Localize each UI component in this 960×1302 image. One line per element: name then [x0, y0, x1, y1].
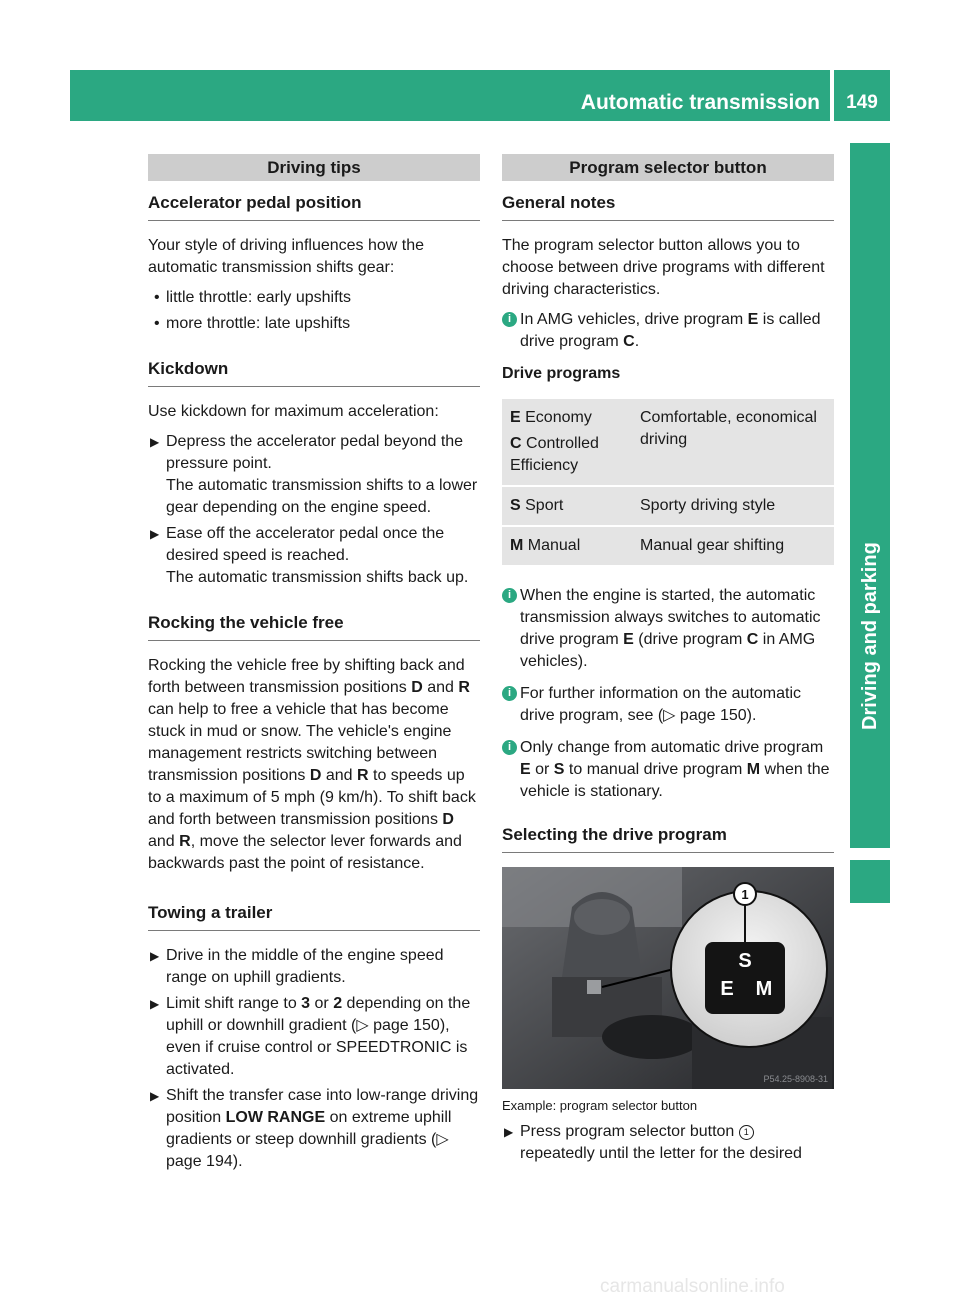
program-desc-cell: Comfortable, economical driving — [632, 399, 834, 485]
callout-ref-icon: 1 — [739, 1125, 754, 1140]
info-note: i When the engine is started, the automatic transmission always switches to automatic drive program E (drive program C in AMG vehicles). — [502, 585, 834, 673]
heading-accelerator: Accelerator pedal position — [148, 191, 480, 221]
bullet-item: • more throttle: late upshifts — [148, 313, 480, 335]
heading-rocking: Rocking the vehicle free — [148, 611, 480, 641]
button-letter-e: E — [720, 978, 734, 1000]
step-item — [148, 523, 480, 589]
heading-drive-programs: Drive programs — [502, 365, 621, 382]
chapter-side-tab — [850, 143, 890, 848]
step-item — [148, 945, 480, 989]
step-item: ▶ Limit shift range to 3 or 2 depending on the uphill or downhill gradient (▷ page 150), even if cruise control or SPEEDTRONIC is activated. — [150, 995, 471, 1078]
section-banner-program-selector: Program selector button — [502, 154, 834, 181]
page-ref-link[interactable]: page 150), even if cruise control or SPEEDTRONIC is activated. — [166, 1017, 468, 1078]
heading-general-notes: General notes — [502, 191, 834, 221]
section-banner-driving-tips: Driving tips — [148, 154, 480, 181]
paragraph: Your style of driving influences how the automatic transmission shifts gear: — [148, 237, 425, 276]
step-text: Depress the accelerator pedal beyond the pressure point. — [166, 433, 464, 472]
page-ref-link[interactable]: page 194). — [166, 1153, 243, 1170]
table-row — [502, 487, 834, 525]
page-ref-icon: ▷ — [356, 1017, 374, 1034]
page-ref-icon: ▷ — [663, 707, 680, 724]
callout-number: 1 — [741, 887, 749, 902]
paragraph: The program selector button allows you to choose between drive programs with different driving characteristics. — [502, 237, 825, 298]
photo-code: P54.25-8908-31 — [763, 1074, 828, 1084]
info-note: i For further information on the automatic drive program, see (▷ page 150). — [502, 683, 834, 727]
step-text: Ease off the accelerator pedal once the desired speed is reached. — [166, 525, 445, 564]
program-name-cell: E Economy C Controlled Efficiency — [502, 399, 632, 485]
program-selector-photo — [502, 867, 834, 1089]
left-column — [148, 154, 480, 1177]
chapter-marker — [850, 860, 890, 903]
step-text: Drive in the middle of the engine speed range on uphill gradients. — [166, 947, 444, 986]
info-icon: i — [502, 588, 517, 603]
bullet-item: • little throttle: early upshifts — [148, 287, 480, 309]
step-arrow-icon: ▶ — [150, 997, 160, 1011]
info-note: i Only change from automatic drive program E or S to manual drive program M when the vehicle is stationary. — [502, 737, 834, 803]
table-row — [502, 399, 834, 485]
step-arrow-icon: ▶ — [150, 435, 160, 449]
section-title: Automatic transmission — [580, 91, 820, 114]
watermark: carmanualsonline.info — [600, 1276, 785, 1297]
heading-selecting: Selecting the drive program — [502, 823, 834, 853]
program-desc-cell: Manual gear shifting — [632, 527, 834, 565]
drive-programs-table — [502, 397, 834, 567]
step-arrow-icon: ▶ — [150, 527, 160, 541]
step-arrow-icon: ▶ — [504, 1125, 514, 1139]
info-icon: i — [502, 740, 517, 755]
step-arrow-icon: ▶ — [150, 1089, 160, 1103]
heading-kickdown: Kickdown — [148, 357, 480, 387]
step-arrow-icon: ▶ — [150, 949, 160, 963]
heading-towing: Towing a trailer — [148, 901, 480, 931]
chapter-label: Driving and parking — [859, 542, 881, 730]
step-item: ▶ Press program selector button 1 repeatedly until the letter for the desired — [504, 1123, 802, 1162]
info-icon: i — [502, 686, 517, 701]
paragraph-rocking: Rocking the vehicle free by shifting back and forth between transmission positions D and R can help to free a vehicle that has become stuck in mud or snow. The vehicle's engine management restricts switching between transmission positions D and R to speeds up to a maximum of 5 mph (9 km/h). To shift back and forth between transmission positions D and R, move the selector lever forwards and backwards past the point of resistance. — [148, 657, 476, 872]
button-letter-s: S — [738, 950, 752, 972]
step-item: ▶ Shift the transfer case into low-range driving position LOW RANGE on extreme uphill gradients or steep downhill gradients (▷ page 194). — [150, 1087, 479, 1170]
program-desc-cell: Sporty driving style — [632, 487, 834, 525]
button-letter-m: M — [755, 978, 773, 1000]
step-result: The automatic transmission shifts back up. — [166, 569, 469, 586]
info-note: i In AMG vehicles, drive program E is called drive program C. — [502, 309, 834, 353]
table-row — [502, 527, 834, 565]
header-bar — [70, 70, 890, 121]
console-illustration — [502, 867, 834, 1089]
page-number: 149 — [846, 92, 878, 113]
step-item — [148, 431, 480, 519]
photo-caption: Example: program selector button — [502, 1098, 698, 1113]
step-result: The automatic transmission shifts to a lower gear depending on the engine speed. — [166, 477, 478, 516]
paragraph: Use kickdown for maximum acceleration: — [148, 403, 439, 420]
program-name-cell: M Manual — [502, 527, 632, 565]
page-ref-icon: ▷ — [436, 1131, 449, 1148]
page-ref-link[interactable]: page 150). — [679, 707, 757, 724]
right-column — [502, 154, 834, 1169]
program-name-cell: S Sport — [502, 487, 632, 525]
info-icon: i — [502, 312, 517, 327]
